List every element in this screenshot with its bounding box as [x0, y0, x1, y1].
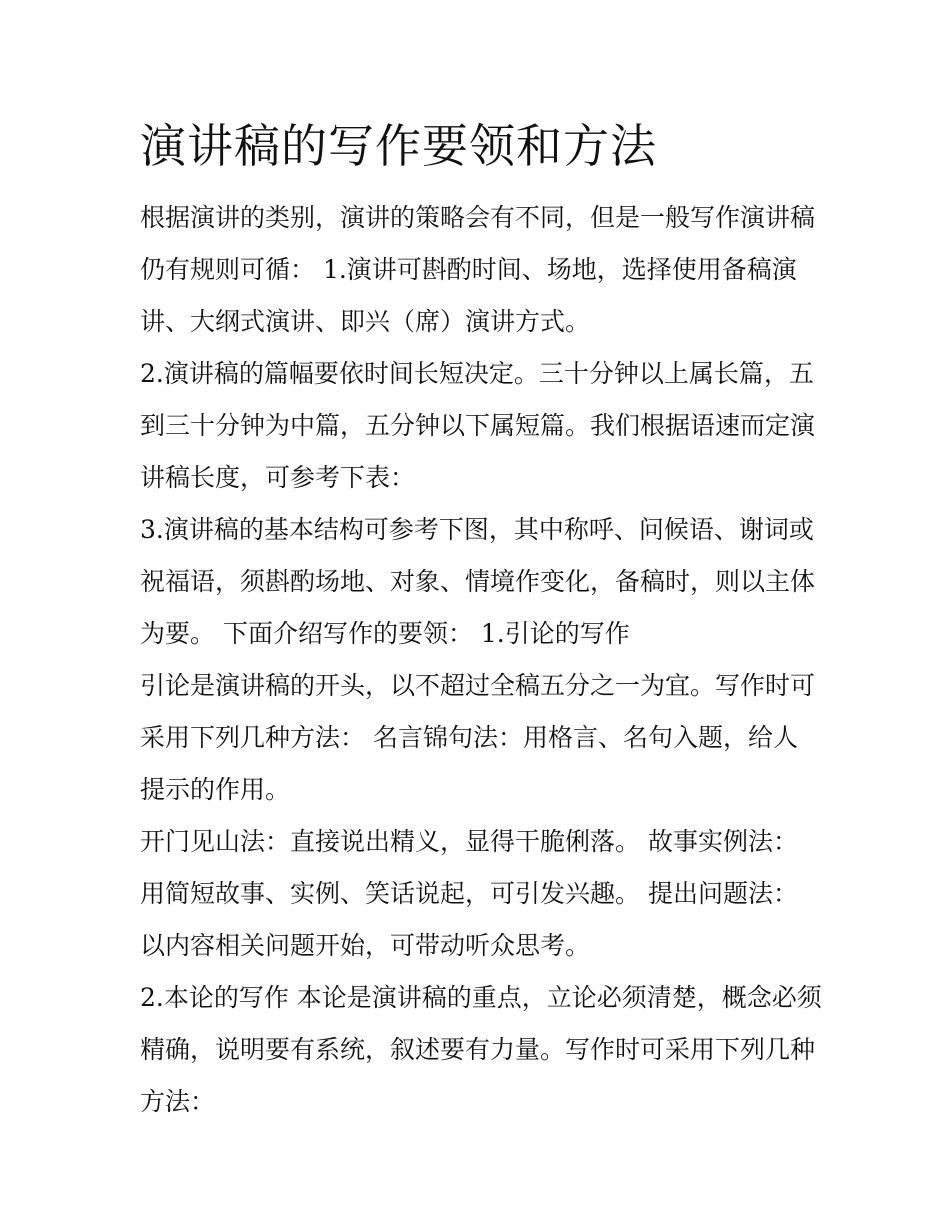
document-page: [140, 112, 820, 1128]
paragraph-1: [140, 192, 820, 348]
text-line: 方法：: [140, 1087, 216, 1116]
paragraph-3: [140, 504, 820, 660]
text-line: 2.本论的写作 本论是演讲稿的重点，立论必须清楚，概念必须: [140, 983, 822, 1012]
text-line: 2.演讲稿的篇幅要依时间长短决定。三十分钟以上属长篇，五: [140, 359, 814, 388]
paragraph-4: [140, 660, 820, 816]
text-line: 精确，说明要有系统，叙述要有力量。写作时可采用下列几种: [140, 1035, 816, 1064]
paragraph-6: [140, 972, 820, 1128]
document-title: 演讲稿的写作要领和方法: [140, 119, 657, 173]
paragraph-5: [140, 816, 820, 972]
text-line: 到三十分钟为中篇，五分钟以下属短篇。我们根据语速而定演: [140, 411, 816, 440]
text-line: 开门见山法：直接说出精义，显得干脆俐落。 故事实例法：: [140, 827, 798, 856]
text-line: 仍有规则可循： 1.演讲可斟酌时间、场地，选择使用备稿演: [140, 255, 797, 284]
text-line: 提示的作用。: [140, 775, 291, 804]
text-line: 引论是演讲稿的开头，以不超过全稿五分之一为宜。写作时可: [140, 671, 816, 700]
text-line: 采用下列几种方法： 名言锦句法：用格言、名句入题，给人: [140, 723, 798, 752]
paragraph-2: [140, 348, 820, 504]
text-line: 以内容相关问题开始，可带动听众思考。: [140, 931, 591, 960]
text-line: 为要。 下面介绍写作的要领： 1.引论的写作: [140, 619, 630, 648]
text-line: 根据演讲的类别，演讲的策略会有不同，但是一般写作演讲稿: [140, 203, 816, 232]
text-line: 3.演讲稿的基本结构可参考下图，其中称呼、问候语、谢词或: [140, 515, 814, 544]
text-line: 讲稿长度，可参考下表：: [140, 463, 416, 492]
text-line: 祝福语，须斟酌场地、对象、情境作变化，备稿时，则以主体: [140, 567, 816, 596]
text-line: 用简短故事、实例、笑话说起，可引发兴趣。 提出问题法：: [140, 879, 798, 908]
text-line: 讲、大纲式演讲、即兴（席）演讲方式。: [140, 307, 591, 336]
